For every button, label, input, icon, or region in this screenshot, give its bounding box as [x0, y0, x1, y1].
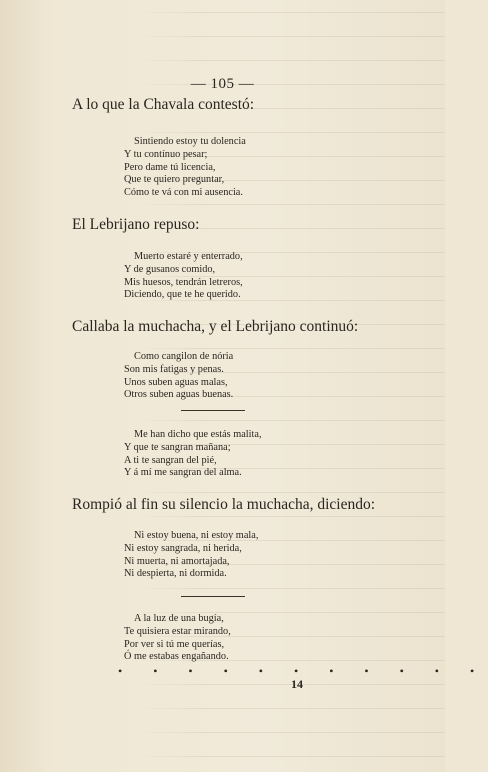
verse-line: Sintiendo estoy tu dolencia [134, 136, 246, 147]
verse-stanza [124, 613, 231, 664]
verse-line: Son mis fatigas y penas. [124, 363, 224, 375]
verse-line: Diciendo, que te he querido. [124, 289, 241, 301]
verse-line: Cómo te vá con mi ausencia. [124, 187, 243, 199]
verse-line: Y tu contínuo pesar; [124, 148, 208, 160]
verse-line: Ni despierta, ni dormida. [124, 568, 227, 580]
stanza-divider [181, 410, 245, 411]
verse-line: Y de gusanos comido, [124, 263, 216, 275]
verse-line: Y que te sangran mañana; [124, 441, 231, 453]
verse-line: Muerto estaré y enterrado, [134, 251, 243, 262]
verse-line: Ni estoy buena, ni estoy mala, [134, 530, 259, 541]
prose-line: El Lebrijano repuso: [72, 216, 200, 233]
verse-line: Pero dame tú licencia, [124, 161, 216, 173]
verse-stanza [124, 429, 262, 480]
verse-line: Que te quiero preguntar, [124, 174, 225, 186]
verse-stanza [124, 530, 259, 581]
prose-line: Callaba la muchacha, y el Lebrijano continuó: [72, 318, 359, 335]
verse-line: Te quisiera estar mirando, [124, 625, 231, 637]
verse-line: Como cangilon de nória [134, 351, 234, 362]
page-number: — 105 — [190, 76, 255, 92]
verse-line: A la luz de una bugía, [134, 613, 224, 624]
verse-line: A ti te sangran del pié, [124, 454, 217, 466]
verse-stanza [124, 251, 243, 302]
verse-stanza [124, 136, 246, 200]
stanza-divider [181, 596, 245, 597]
signature-mark: 14 [291, 677, 303, 691]
ellipsis-dots: • • • • • • • • • • • [118, 664, 488, 678]
verse-line: Ni estoy sangrada, ni herida, [124, 542, 242, 554]
verse-line: Y á mí me sangran del alma. [124, 467, 242, 479]
verse-line: Unos suben aguas malas, [124, 376, 228, 388]
verse-line: Otros suben aguas buenas. [124, 389, 234, 401]
prose-line: A lo que la Chavala contestó: [72, 96, 255, 113]
verse-line: Por ver si tú me querías, [124, 638, 225, 650]
verse-line: Ni muerta, ni amortajada, [124, 555, 230, 567]
prose-line: Rompió al fin su silencio la muchacha, diciendo: [72, 496, 376, 513]
verse-stanza [124, 351, 234, 402]
verse-line: Me han dicho que estás malita, [134, 429, 262, 440]
verse-line: Mis huesos, tendrán letreros, [124, 276, 243, 288]
verse-line: Ó me estabas engañando. [124, 651, 229, 663]
